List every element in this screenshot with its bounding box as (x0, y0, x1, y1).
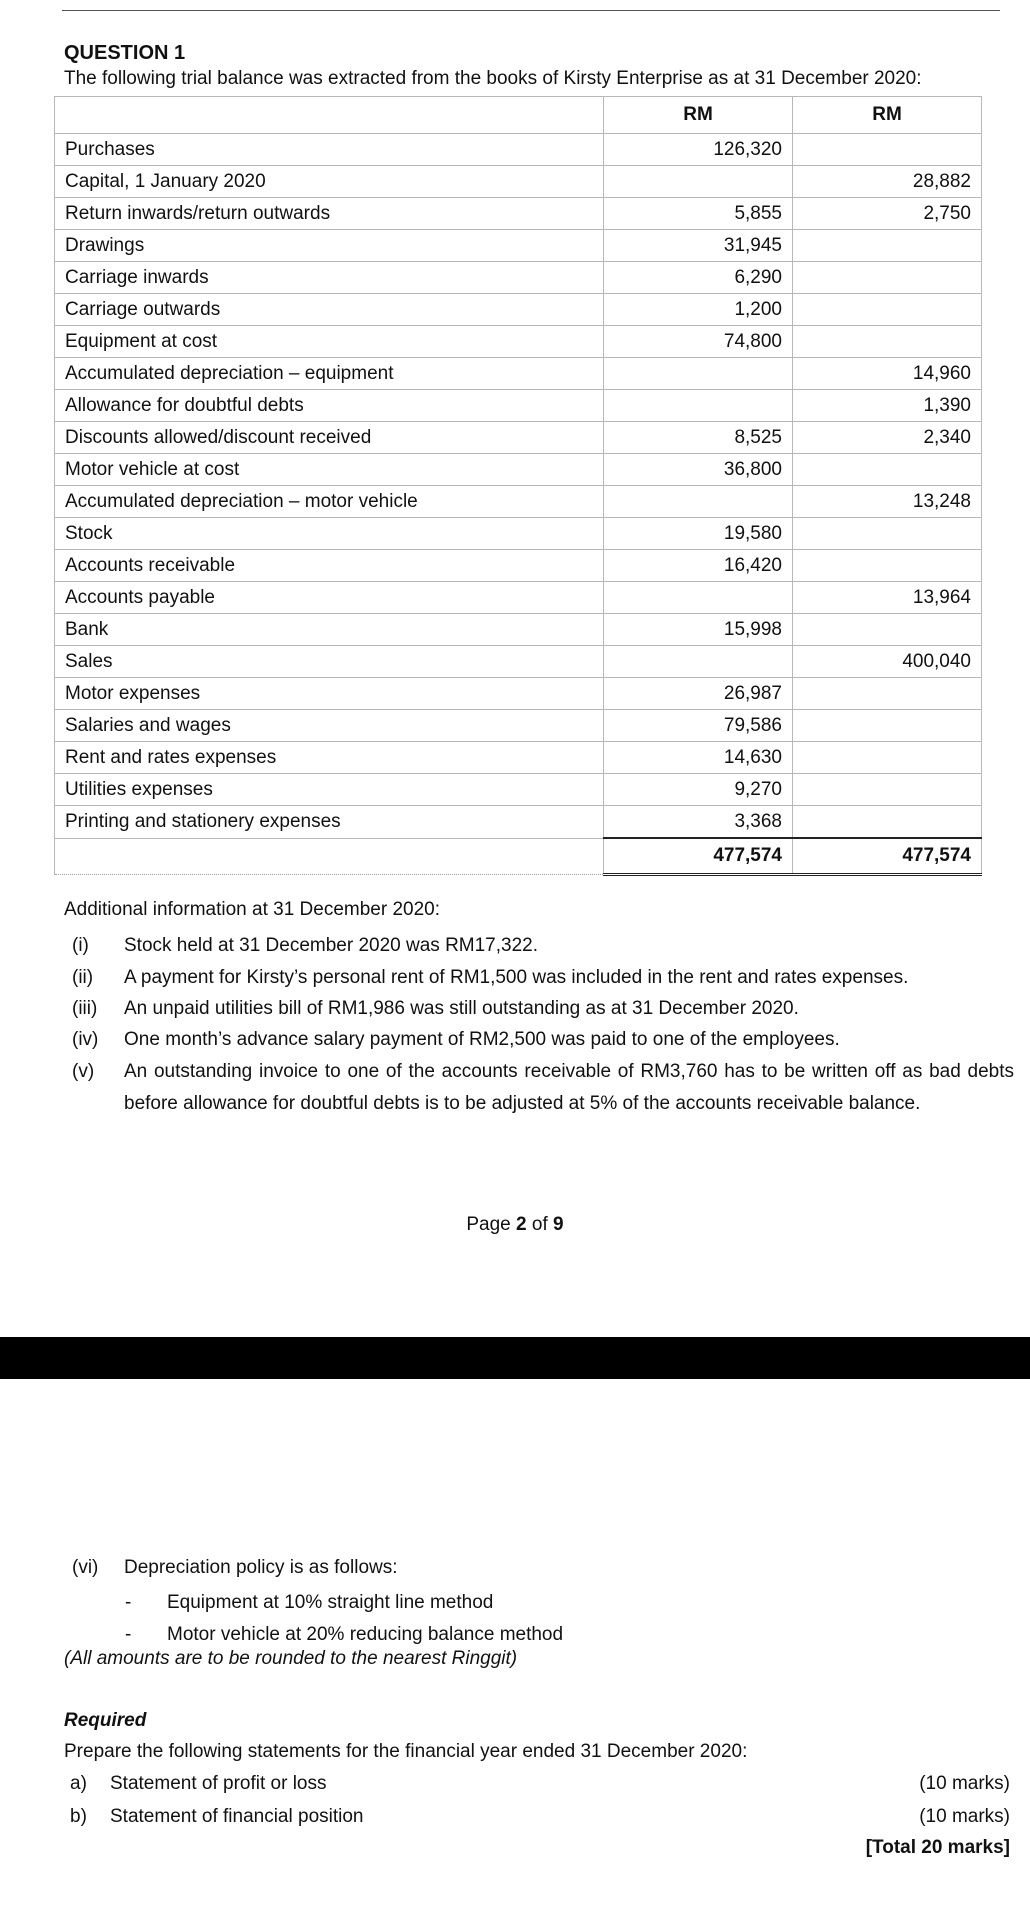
dash-bullet: - (125, 1592, 132, 1613)
info-item-text: Stock held at 31 December 2020 was RM17,322. (124, 935, 539, 956)
table-row (55, 390, 982, 422)
row-debit: 15,998 (604, 614, 793, 646)
row-credit: 1,390 (793, 390, 982, 422)
header-blank (55, 97, 604, 134)
table-row (55, 774, 982, 806)
row-credit (793, 294, 982, 326)
rounding-note: (All amounts are to be rounded to the nearest Ringgit) (64, 1648, 518, 1669)
row-credit: 28,882 (793, 166, 982, 198)
row-credit (793, 614, 982, 646)
row-label: Return inwards/return outwards (55, 198, 604, 230)
table-row (55, 614, 982, 646)
row-label: Sales (55, 646, 604, 678)
row-label: Motor vehicle at cost (55, 454, 604, 486)
row-debit: 79,586 (604, 710, 793, 742)
table-row (55, 198, 982, 230)
row-debit (604, 646, 793, 678)
info-item (64, 1552, 1014, 1584)
total-marks: [Total 20 marks] (865, 1837, 1010, 1858)
row-credit (793, 326, 982, 358)
total-debit: 477,574 (604, 838, 793, 875)
info-item (64, 1024, 1014, 1056)
row-credit: 2,750 (793, 198, 982, 230)
row-credit: 13,248 (793, 486, 982, 518)
table-row (55, 486, 982, 518)
row-label: Accumulated depreciation – motor vehicle (55, 486, 604, 518)
total-credit: 477,574 (793, 838, 982, 875)
part-text: Statement of profit or loss (110, 1773, 327, 1794)
required-text: Prepare the following statements for the financial year ended 31 December 2020: (64, 1741, 748, 1762)
row-credit (793, 774, 982, 806)
info-item-number: (iii) (72, 998, 98, 1019)
info-item-number: (v) (72, 1061, 95, 1082)
part-label: b) (70, 1806, 87, 1827)
row-debit: 74,800 (604, 326, 793, 358)
table-row (55, 646, 982, 678)
required-part (70, 1806, 1010, 1828)
header-debit-rm: RM (604, 97, 793, 134)
table-row (55, 710, 982, 742)
row-label: Drawings (55, 230, 604, 262)
table-row (55, 294, 982, 326)
question-title: QUESTION 1 (64, 42, 186, 64)
row-debit: 6,290 (604, 262, 793, 294)
row-debit (604, 582, 793, 614)
part-text: Statement of financial position (110, 1806, 364, 1827)
header-credit-rm: RM (793, 97, 982, 134)
total-label (55, 838, 604, 875)
row-credit (793, 262, 982, 294)
row-credit: 13,964 (793, 582, 982, 614)
part-label: a) (70, 1773, 87, 1794)
question-intro: The following trial balance was extracted from the books of Kirsty Enterprise as at 31 December 2020: (64, 68, 922, 89)
top-rule (62, 10, 1000, 11)
row-debit: 31,945 (604, 230, 793, 262)
row-credit (793, 454, 982, 486)
info-item-text: An outstanding invoice to one of the accounts receivable of RM3,760 has to be written off as bad debts before allowance for doubtful debts is to be adjusted at 5% of the accounts receivable balance. (124, 1061, 1014, 1114)
table-total-row (55, 838, 982, 875)
part-marks: (10 marks) (919, 1806, 1010, 1827)
row-credit (793, 806, 982, 839)
table-row (55, 422, 982, 454)
table-row (55, 326, 982, 358)
row-credit: 2,340 (793, 422, 982, 454)
info-item-text: One month’s advance salary payment of RM2,500 was paid to one of the employees. (124, 1029, 840, 1050)
table-header-row (55, 97, 982, 134)
info-item (64, 930, 1014, 962)
info-item-text: An unpaid utilities bill of RM1,986 was still outstanding as at 31 December 2020. (124, 998, 799, 1019)
row-label: Accounts payable (55, 582, 604, 614)
row-debit: 8,525 (604, 422, 793, 454)
page-current: 2 (516, 1214, 527, 1235)
row-label: Discounts allowed/discount received (55, 422, 604, 454)
row-debit (604, 358, 793, 390)
row-debit: 1,200 (604, 294, 793, 326)
row-debit (604, 166, 793, 198)
table-row (55, 806, 982, 839)
row-label: Printing and stationery expenses (55, 806, 604, 839)
additional-info-title: Additional information at 31 December 2020: (64, 899, 441, 920)
table-row (55, 550, 982, 582)
row-label: Bank (55, 614, 604, 646)
page-prefix: Page (466, 1214, 511, 1235)
row-label: Rent and rates expenses (55, 742, 604, 774)
row-label: Salaries and wages (55, 710, 604, 742)
table-row (55, 582, 982, 614)
table-row (55, 742, 982, 774)
row-credit (793, 710, 982, 742)
info-item (64, 1056, 1014, 1120)
row-credit (793, 230, 982, 262)
row-label: Stock (55, 518, 604, 550)
depreciation-text: Motor vehicle at 20% reducing balance method (167, 1624, 564, 1645)
row-debit: 26,987 (604, 678, 793, 710)
table-row (55, 134, 982, 166)
table-row (55, 678, 982, 710)
table-row (55, 166, 982, 198)
row-label: Purchases (55, 134, 604, 166)
row-debit: 3,368 (604, 806, 793, 839)
page-total: 9 (553, 1214, 564, 1235)
table-row (55, 262, 982, 294)
info-item-number: (i) (72, 935, 89, 956)
row-label: Allowance for doubtful debts (55, 390, 604, 422)
table-row (55, 518, 982, 550)
trial-balance-table (54, 96, 982, 876)
row-credit: 14,960 (793, 358, 982, 390)
row-label: Capital, 1 January 2020 (55, 166, 604, 198)
row-label: Carriage inwards (55, 262, 604, 294)
row-debit: 16,420 (604, 550, 793, 582)
info-item-text: A payment for Kirsty’s personal rent of RM1,500 was included in the rent and rates expenses. (124, 967, 909, 988)
row-label: Motor expenses (55, 678, 604, 710)
depreciation-item (125, 1592, 493, 1614)
row-credit (793, 518, 982, 550)
row-label: Equipment at cost (55, 326, 604, 358)
table-row (55, 454, 982, 486)
page-number (0, 1214, 1030, 1236)
info-item (64, 962, 1014, 994)
row-credit (793, 550, 982, 582)
row-debit: 9,270 (604, 774, 793, 806)
depreciation-text: Equipment at 10% straight line method (167, 1592, 494, 1613)
row-debit: 19,580 (604, 518, 793, 550)
page-separator-band (0, 1337, 1030, 1379)
row-debit: 36,800 (604, 454, 793, 486)
row-label: Accounts receivable (55, 550, 604, 582)
row-label: Accumulated depreciation – equipment (55, 358, 604, 390)
required-title: Required (64, 1710, 147, 1731)
row-debit: 126,320 (604, 134, 793, 166)
required-part (70, 1773, 1010, 1795)
page-of: of (531, 1214, 548, 1235)
info-item-number: (ii) (72, 967, 94, 988)
row-debit: 5,855 (604, 198, 793, 230)
row-credit (793, 678, 982, 710)
row-label: Carriage outwards (55, 294, 604, 326)
row-credit (793, 134, 982, 166)
table-row (55, 230, 982, 262)
info-item-number: (vi) (72, 1557, 99, 1578)
row-credit: 400,040 (793, 646, 982, 678)
part-marks: (10 marks) (919, 1773, 1010, 1794)
row-label: Utilities expenses (55, 774, 604, 806)
dash-bullet: - (125, 1624, 132, 1645)
depreciation-item (125, 1624, 563, 1646)
table-row (55, 358, 982, 390)
info-item-text: Depreciation policy is as follows: (124, 1557, 398, 1578)
row-debit (604, 486, 793, 518)
row-debit: 14,630 (604, 742, 793, 774)
row-credit (793, 742, 982, 774)
info-item (64, 993, 1014, 1025)
info-item-number: (iv) (72, 1029, 99, 1050)
row-debit (604, 390, 793, 422)
